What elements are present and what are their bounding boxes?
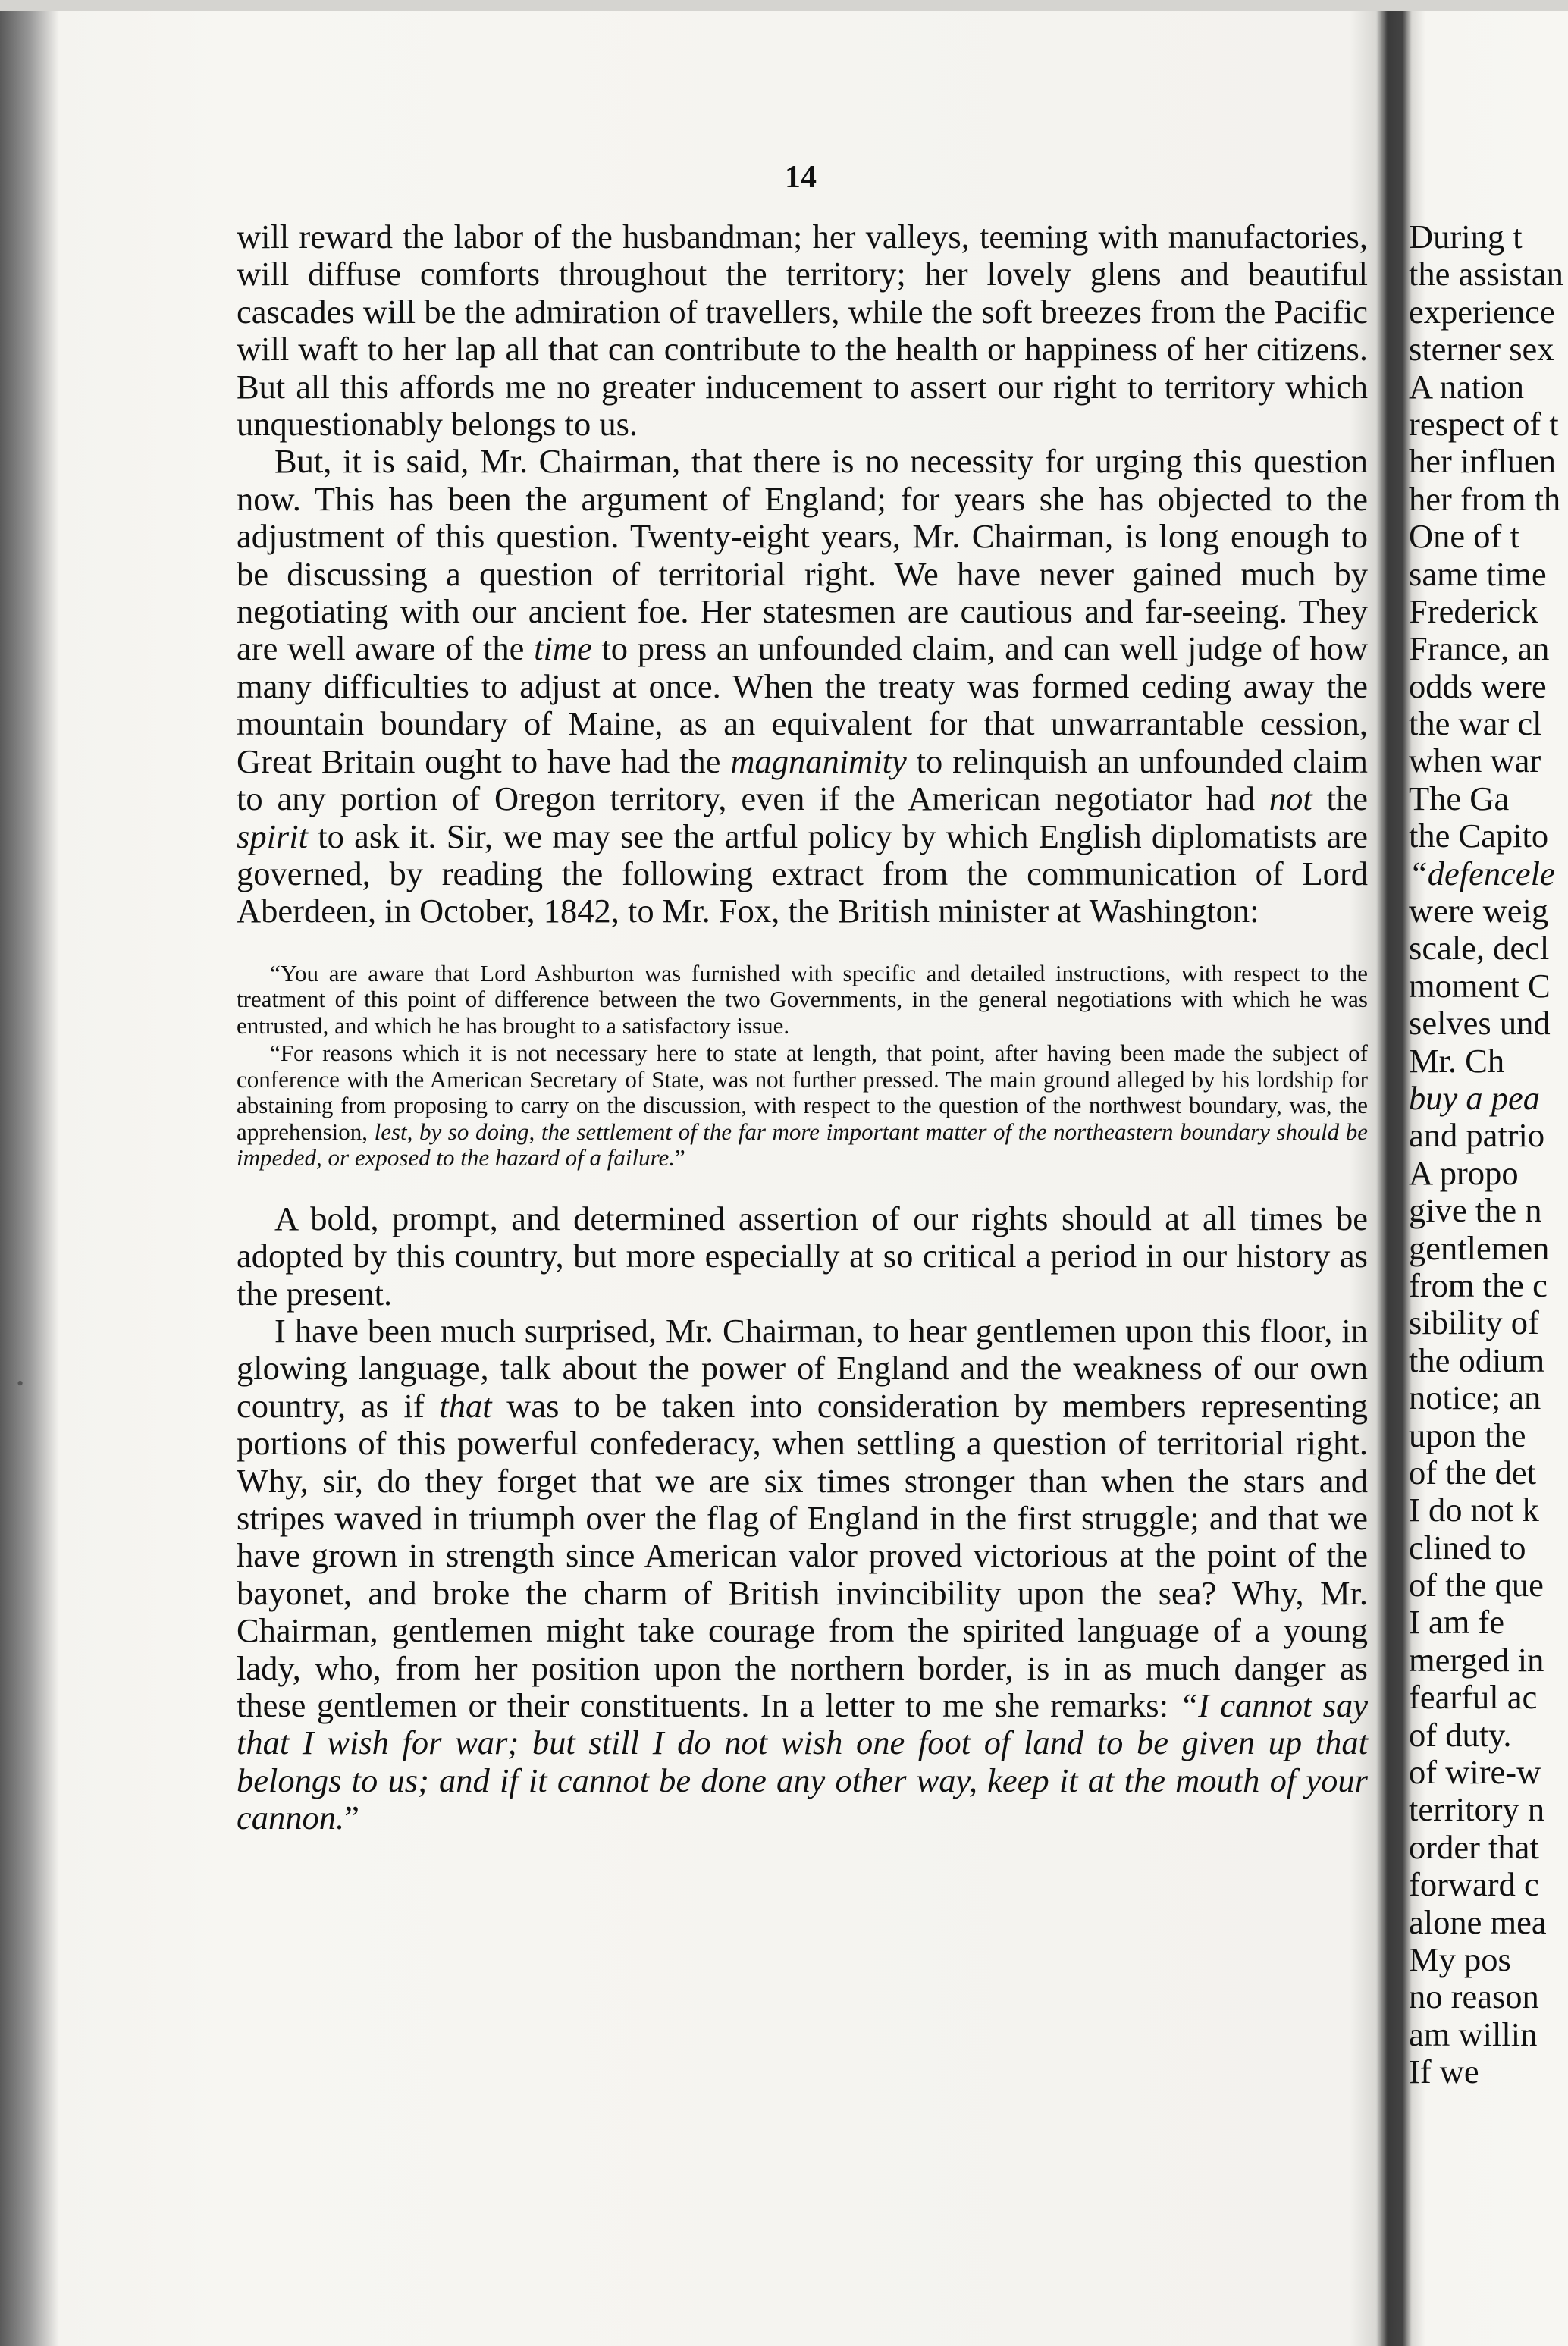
adjacent-page-line: gentlemen: [1409, 1228, 1550, 1267]
main-column: [237, 218, 1368, 1837]
quote-paragraph-2: “For reasons which it is not necessary here to state at length, that point, after having been made the subject of conference with the American Secretary of State, was not further pressed. The main ground alleged by his lordship for abstaining from proposing to carry on the discussion, with respect to the question of the northwest boundary, was, the apprehension, lest, by so doing, the settlement of the far more important matter of the northeastern boundary should be impeded, or exposed to the hazard of a failure.”: [237, 1040, 1368, 1171]
adjacent-page-line: I do not k: [1409, 1491, 1539, 1529]
adjacent-page-line: sibility of: [1409, 1303, 1539, 1342]
adjacent-page-line: of wire-w: [1409, 1753, 1541, 1792]
adjacent-page-line: moment C: [1409, 966, 1551, 1005]
block-quote: [237, 961, 1368, 1171]
adjacent-page-line: respect of t: [1409, 404, 1559, 443]
adjacent-page-line: odds were: [1409, 666, 1547, 705]
adjacent-page-line: selves und: [1409, 1004, 1551, 1043]
adjacent-page-line: France, an: [1409, 629, 1550, 668]
adjacent-page-line: “defencele: [1409, 854, 1555, 892]
adjacent-page-line: During t: [1409, 218, 1523, 256]
adjacent-page-line: from the c: [1409, 1266, 1548, 1304]
adjacent-page-line: the assistan: [1409, 255, 1563, 293]
adjacent-page-line: order that: [1409, 1827, 1539, 1866]
adjacent-page-line: her from th: [1409, 479, 1561, 518]
top-edge-band: [0, 0, 1568, 11]
adjacent-page-line: clined to: [1409, 1528, 1526, 1567]
adjacent-page-line: when war: [1409, 742, 1541, 780]
adjacent-page-line: experience: [1409, 292, 1555, 331]
adjacent-page-line: One of t: [1409, 517, 1519, 556]
adjacent-page-line: the Capito: [1409, 817, 1549, 855]
adjacent-page-column: [1409, 218, 1568, 2091]
adjacent-page-line: of the det: [1409, 1453, 1537, 1491]
adjacent-page-line: If we: [1409, 2053, 1479, 2091]
paragraph-2: But, it is said, Mr. Chairman, that there is no necessity for urging this question now. This has been the argument of England; for years she has objected to the adjustment of this question. Twenty-eight years, Mr. Chairman, is long enough to be discussing a question of territorial right. We have never gained much by negotiating with our ancient foe. Her statesmen are cautious and far-seeing. They are well aware of the time to press an unfounded claim, and can well judge of how many difficulties to adjust at once. When the treaty was formed ceding away the mountain boundary of Maine, as an equivalent for that unwarrantable cession, Great Britain ought to have had the magnanimity to relinquish an unfounded claim to any portion of Oregon territory, even if the American negotiator had not the spirit to ask it. Sir, we may see the artful policy by which English diplomatists are governed, by reading the following extract from the communication of Lord Aberdeen, in October, 1842, to Mr. Fox, the British minister at Washington:: [237, 442, 1368, 930]
margin-speck: •: [17, 1372, 24, 1394]
adjacent-page-line: of duty.: [1409, 1715, 1512, 1754]
adjacent-page-line: My pos: [1409, 1940, 1511, 1978]
paragraph-4: I have been much surprised, Mr. Chairman, to hear gentlemen upon this floor, in glowing language, talk about the power of England and the weakness of our own country, as if that was to be taken into consideration by members representing portions of this powerful confederacy, when settling a question of territorial right. Why, sir, do they forget that we are six times stronger than when the stars and stripes waved in triumph over the flag of England in the first struggle; and that we have grown in strength since American valor proved victorious at the point of the bayonet, and broke the charm of British invincibility upon the sea? Why, Mr. Chairman, gentlemen might take courage from the spirited language of a young lady, who, from her position upon the northern border, is in as much danger as these gentlemen or their constituents. In a letter to me she remarks: “I cannot say that I wish for war; but still I do not wish one foot of land to be given up that belongs to us; and if it cannot be done any other way, keep it at the mouth of your cannon.”: [237, 1311, 1369, 1837]
quote-paragraph-1: “You are aware that Lord Ashburton was furnished with specific and detailed instructions, with respect to the treatment of this point of difference between the two Governments, in the general negotiations with which he was entrusted, and which he has brought to a satisfactory issue.: [237, 959, 1368, 1039]
adjacent-page-line: alone mea: [1409, 1902, 1547, 1941]
adjacent-page-line: A nation: [1409, 367, 1525, 406]
adjacent-page-line: her influen: [1409, 442, 1556, 481]
adjacent-page-line: territory n: [1409, 1790, 1545, 1829]
adjacent-page-line: sterner sex: [1409, 330, 1554, 369]
adjacent-page-line: am willin: [1409, 2015, 1538, 2053]
adjacent-page-line: I am fe: [1409, 1603, 1505, 1642]
adjacent-page-line: of the que: [1409, 1566, 1544, 1604]
adjacent-page-line: fearful ac: [1409, 1678, 1538, 1717]
adjacent-page-line: upon the: [1409, 1416, 1526, 1454]
paragraph-1: will reward the labor of the husbandman; her valleys, teeming with manufactories, will diffuse comforts throughout the territory; her lovely glens and beautiful cascades will be the admiration of travellers, while the soft breezes from the Pacific will waft to her lap all that can contribute to the health or happiness of her citizens. But all this affords me no greater inducement to assert our right to territory which unquestionably belongs to us.: [237, 218, 1368, 444]
adjacent-page-line: buy a pea: [1409, 1078, 1541, 1117]
adjacent-page-line: The Ga: [1409, 779, 1510, 817]
adjacent-page-line: were weig: [1409, 892, 1549, 930]
paragraph-3: A bold, prompt, and determined assertion of our rights should at all times be adopted by this country, but more especially at so critical a period in our history as the present.: [237, 1199, 1368, 1313]
adjacent-page-line: Frederick: [1409, 591, 1538, 630]
adjacent-page-line: merged in: [1409, 1640, 1544, 1679]
adjacent-page-line: scale, decl: [1409, 929, 1550, 968]
adjacent-page-line: Mr. Ch: [1409, 1041, 1505, 1080]
adjacent-page-line: notice; an: [1409, 1378, 1541, 1417]
adjacent-page-line: give the n: [1409, 1191, 1542, 1230]
adjacent-page-line: the odium: [1409, 1341, 1545, 1379]
adjacent-page-line: the war cl: [1409, 704, 1542, 743]
adjacent-page-line: A propo: [1409, 1153, 1519, 1192]
adjacent-page-line: same time: [1409, 554, 1547, 593]
adjacent-page-line: forward c: [1409, 1865, 1539, 1904]
adjacent-page-line: no reason: [1409, 1977, 1539, 2016]
page-number: 14: [785, 160, 817, 195]
adjacent-page-line: and patrio: [1409, 1116, 1545, 1155]
